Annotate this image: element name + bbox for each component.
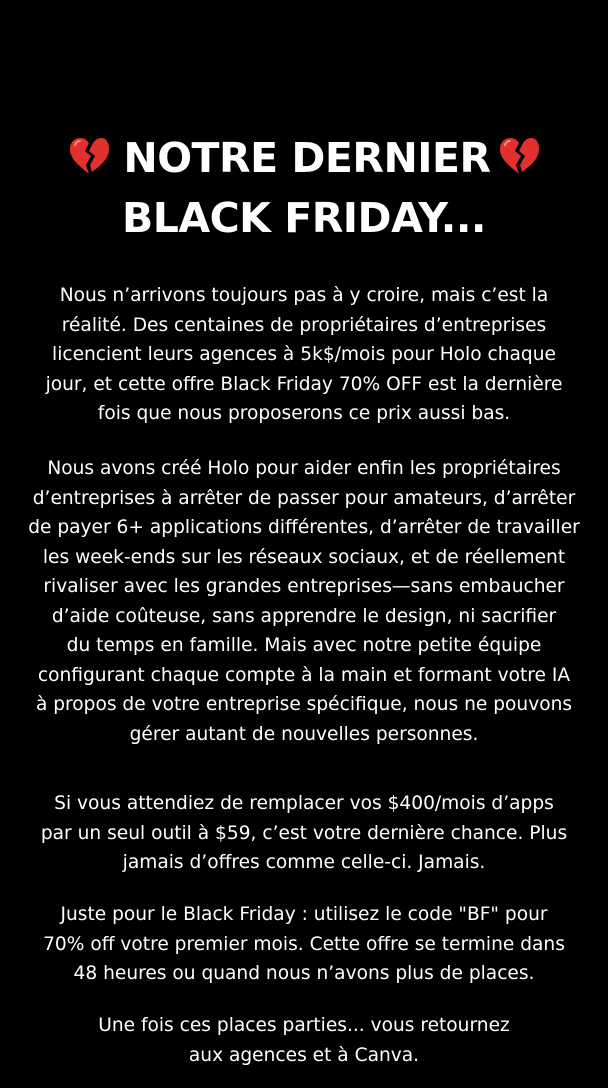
- broken-heart-icon: [497, 134, 541, 178]
- headline-text-1: NOTRE DERNIER: [123, 134, 491, 182]
- text-line: d’aide coûteuse, sans apprendre le design, ni sacrifier: [51, 605, 557, 627]
- text-line: réalité. Des centaines de propriétaires d’entreprises: [61, 314, 547, 336]
- text-line: rivaliser avec les grandes entreprises—sans embaucher: [43, 576, 565, 597]
- text-line: Juste pour le Black Friday : utilisez le code "BF" pour: [60, 904, 548, 925]
- text-line: jour, et cette offre Black Friday 70% OFF est la dernière: [45, 373, 563, 395]
- text-line: jamais d’offres comme celle-ci. Jamais.: [122, 852, 486, 873]
- text-line: les week-ends sur les réseaux sociaux, et de réellement: [42, 546, 566, 568]
- text-line: du temps en famille. Mais avec notre petite équipe: [66, 635, 542, 656]
- text-line: Nous n’arrivons toujours pas à y croire, mais c’est la: [59, 285, 549, 306]
- paragraph-last-chance: [24, 789, 584, 878]
- text-line: Si vous attendiez de remplacer vos $400/mois d’apps: [54, 793, 554, 814]
- text-line: 70% off votre premier mois. Cette offre se termine dans: [43, 933, 565, 955]
- paragraph-intro: [24, 281, 584, 429]
- text-line: licencient leurs agences à 5k$/mois pour Holo chaque: [52, 344, 556, 365]
- text-line: gérer autant de nouvelles personnes.: [129, 723, 479, 745]
- text-line: à propos de votre entreprise spécifique, nous ne pouvons: [35, 694, 573, 715]
- paragraph-closing: [24, 1011, 584, 1070]
- headline: [30, 128, 578, 248]
- paragraph-promo-code: [24, 900, 584, 989]
- text-line: d’entreprises à arrêter de passer pour amateurs, d’arrêter: [32, 487, 576, 509]
- text-line: 48 heures ou quand nous n’avons plus de places.: [73, 963, 535, 984]
- text-line: Une fois ces places parties... vous retournez: [98, 1015, 510, 1036]
- headline-line-1: [30, 128, 578, 188]
- headline-line-2: BLACK FRIDAY...: [121, 194, 487, 242]
- text-line: fois que nous proposerons ce prix aussi bas.: [97, 403, 511, 424]
- text-line: configurant chaque compte à la main et formant votre IA: [37, 664, 571, 686]
- text-line: de payer 6+ applications différentes, d’arrêter de travailler: [28, 517, 580, 538]
- paragraph-mission: [24, 454, 584, 749]
- text-line: aux agences et à Canva.: [188, 1044, 420, 1066]
- text-line: Nous avons créé Holo pour aider enfin les propriétaires: [47, 458, 561, 479]
- text-line: par un seul outil à $59, c’est votre dernière chance. Plus: [40, 822, 568, 844]
- broken-heart-icon: [67, 134, 111, 178]
